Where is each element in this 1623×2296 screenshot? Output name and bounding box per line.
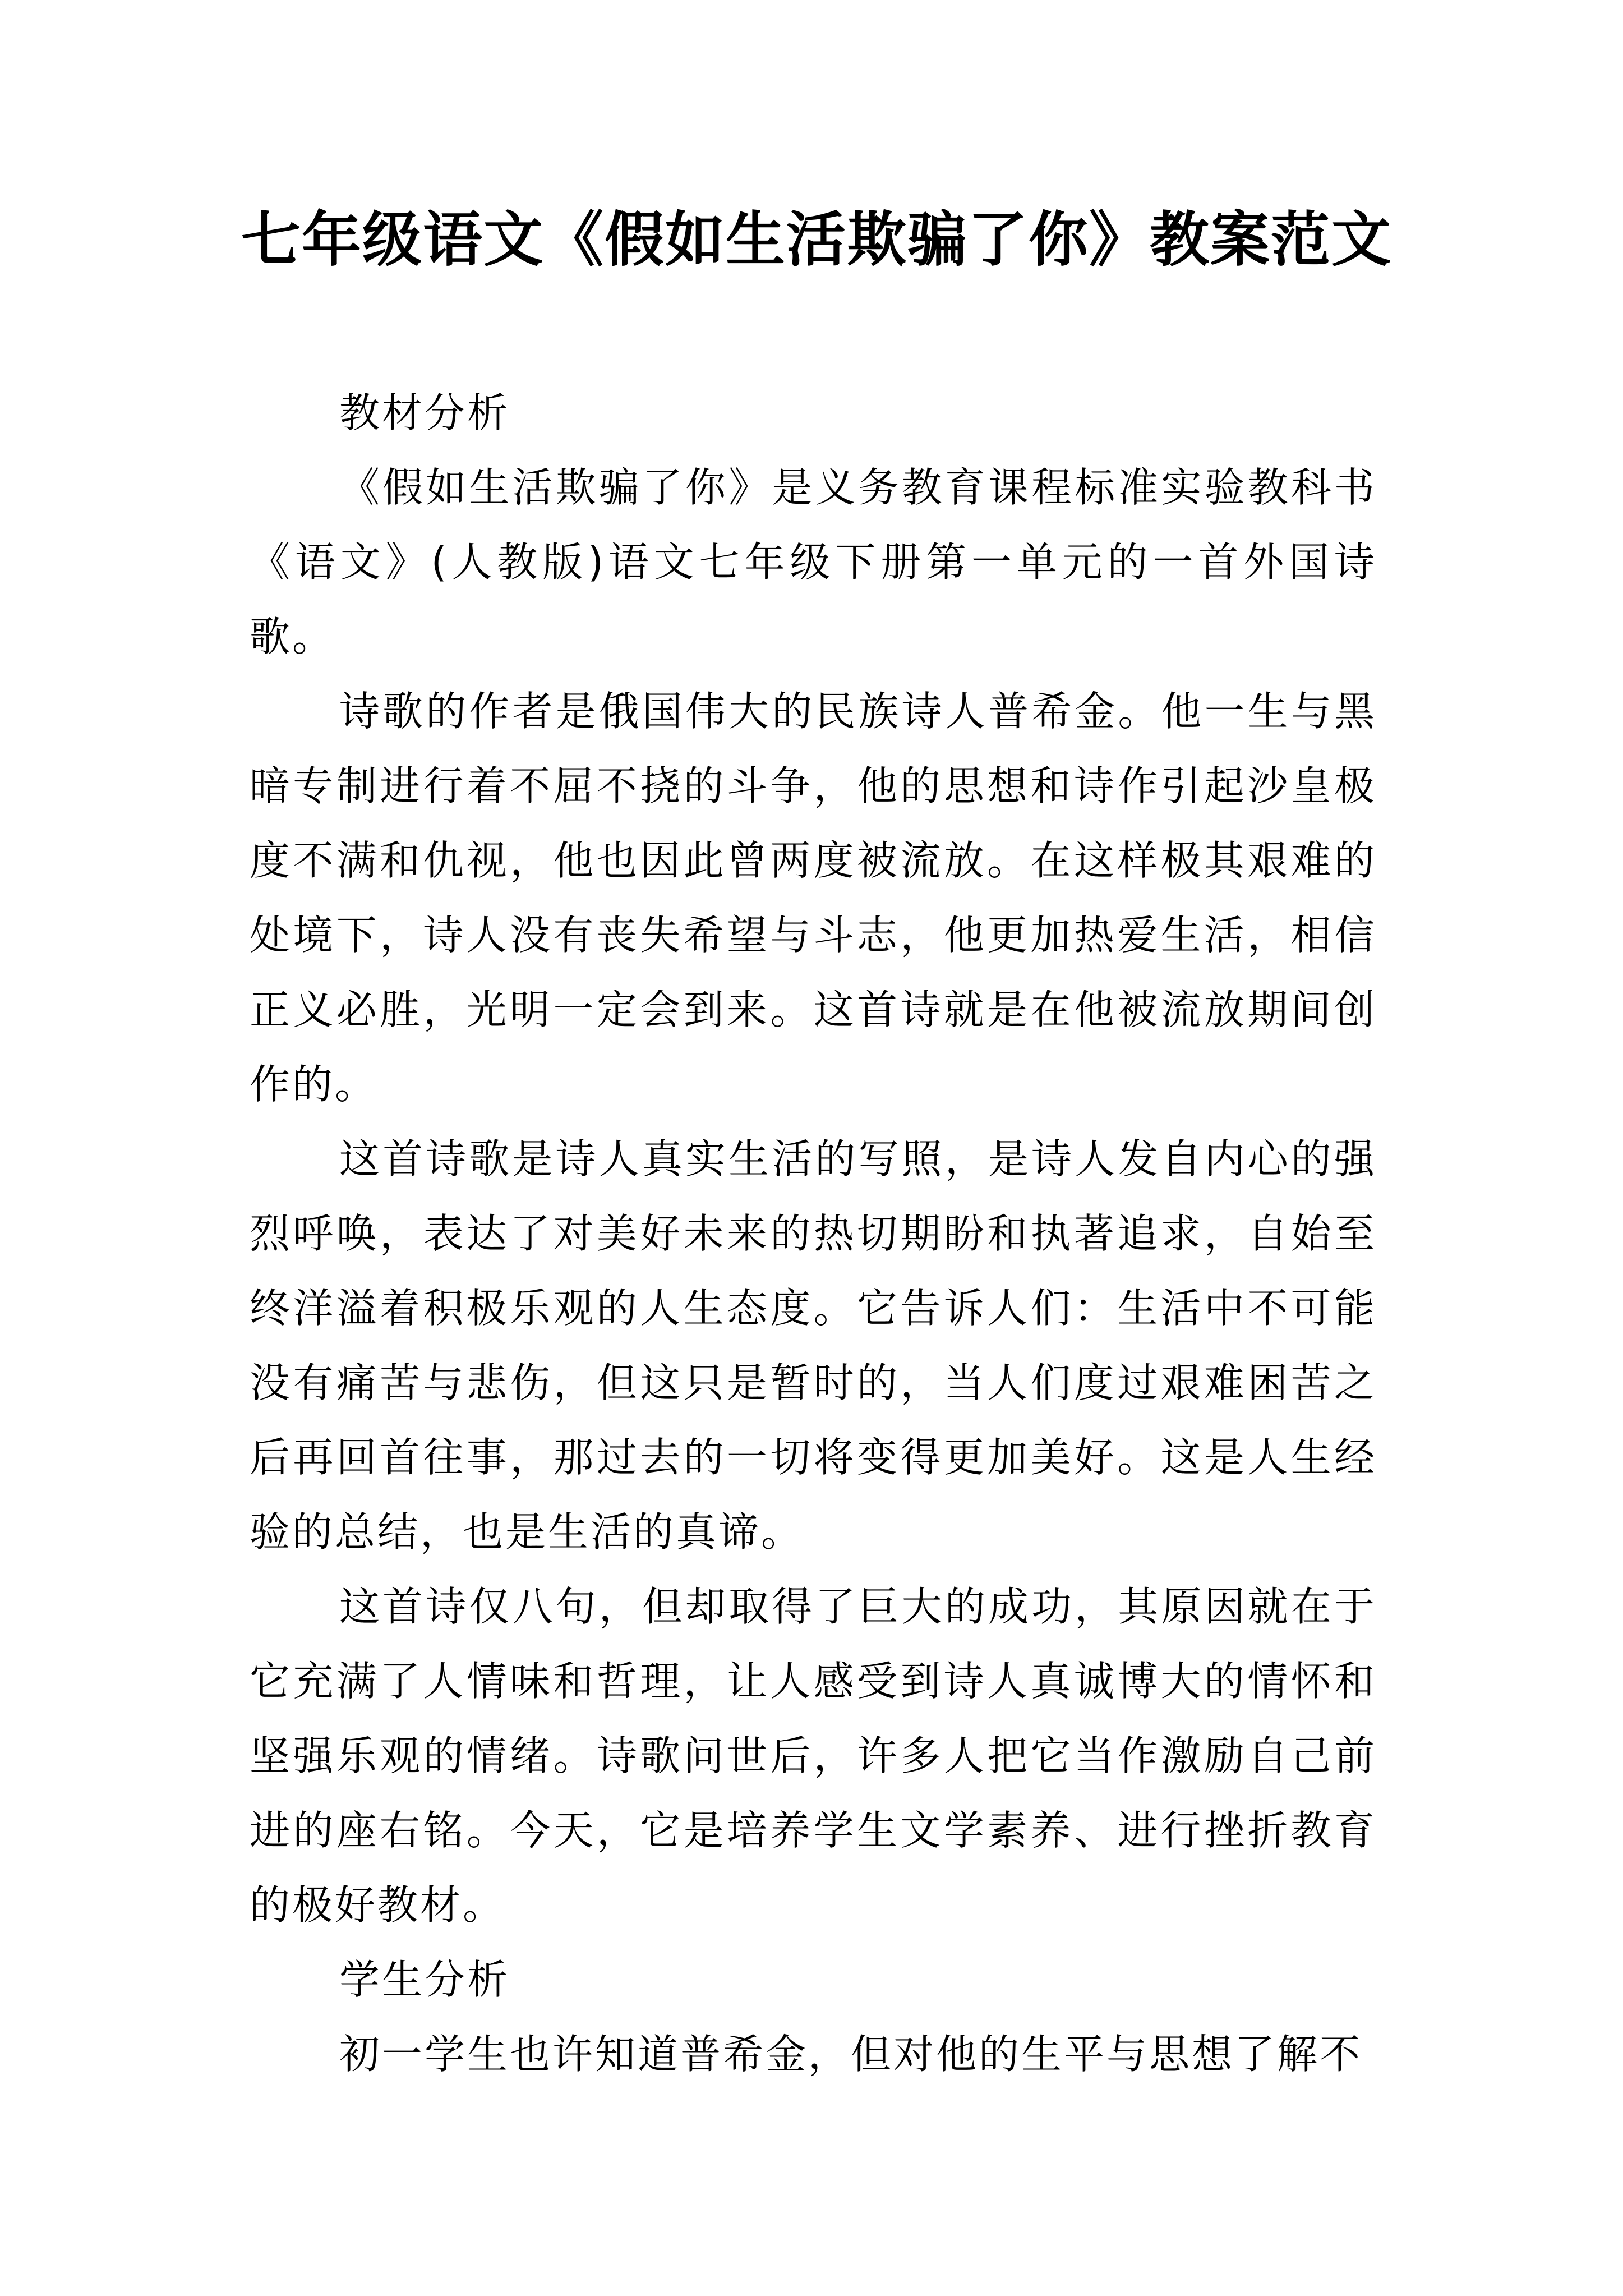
section-heading-student-analysis: 学生分析: [339, 1956, 510, 2003]
paragraph: 《假如生活欺骗了你》是义务教育课程标准实验教科书《语文》(人教版)语文七年级下册第一单元的一首外国诗歌。: [250, 464, 1377, 660]
document-body: [250, 376, 1377, 2092]
section-heading-textbook-analysis: 教材分析: [339, 389, 510, 436]
document-title: 七年级语文《假如生活欺骗了你》教案范文: [241, 204, 1392, 274]
paragraph: 诗歌的作者是俄国伟大的民族诗人普希金。他一生与黑暗专制进行着不屈不挠的斗争，他的思想和诗作引起沙皇极度不满和仇视，他也因此曾两度被流放。在这样极其艰难的处境下，诗人没有丧失希望与斗志，他更加热爱生活，相信正义必胜，光明一定会到来。这首诗就是在他被流放期间创作的。: [250, 688, 1377, 1108]
paragraph: 这首诗歌是诗人真实生活的写照，是诗人发自内心的强烈呼唤，表达了对美好未来的热切期盼和执著追求，自始至终洋溢着积极乐观的人生态度。它告诉人们：生活中不可能没有痛苦与悲伤，但这只是暂时的，当人们度过艰难困苦之后再回首往事，那过去的一切将变得更加美好。这是人生经验的总结，也是生活的真谛。: [250, 1135, 1377, 1556]
paragraph: 这首诗仅八句，但却取得了巨大的成功，其原因就在于它充满了人情味和哲理，让人感受到诗人真诚博大的情怀和坚强乐观的情绪。诗歌问世后，许多人把它当作激励自己前进的座右铭。今天，它是培养学生文学素养、进行挫折教育的极好教材。: [250, 1583, 1377, 1929]
paragraph: 初一学生也许知道普希金，但对他的生平与思想了解不: [339, 2031, 1363, 2078]
